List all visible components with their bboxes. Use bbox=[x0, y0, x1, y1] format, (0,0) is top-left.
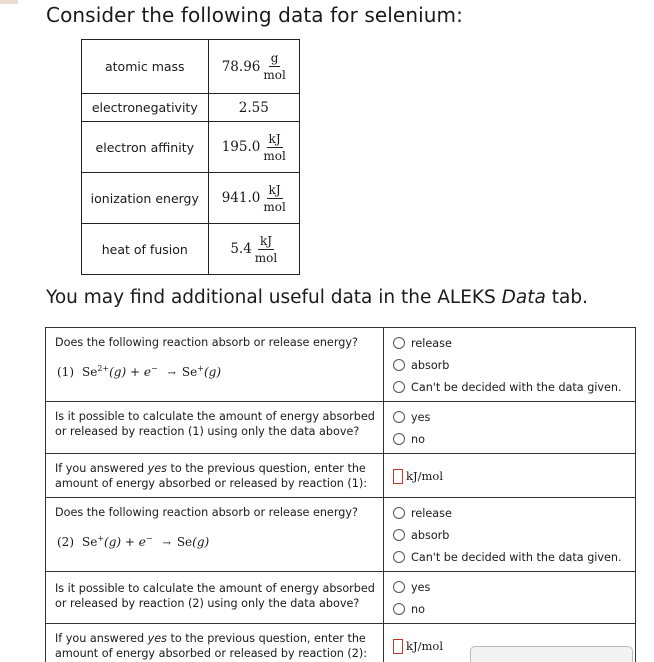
electron-charge: − bbox=[145, 534, 153, 543]
question-cell bbox=[46, 572, 384, 624]
radio-button[interactable] bbox=[393, 411, 405, 423]
equation-label: (1) bbox=[57, 365, 74, 379]
option-absorb[interactable] bbox=[393, 524, 629, 546]
note-text: You may find additional useful data in the ALEKS bbox=[46, 287, 502, 308]
energy-input[interactable] bbox=[393, 469, 403, 484]
question-text: Does the following reaction absorb or release energy? bbox=[55, 506, 358, 519]
product-state: (g) bbox=[192, 535, 210, 549]
data-row bbox=[82, 40, 300, 94]
corner-mark bbox=[0, 0, 18, 4]
data-row bbox=[82, 94, 300, 122]
question-text: Is it possible to calculate the amount of energy absorbed or released by reaction (1) using only the data above? bbox=[55, 410, 375, 438]
energy-input[interactable] bbox=[393, 639, 403, 654]
unit-numerator: kJ bbox=[259, 233, 273, 248]
unit-fraction bbox=[263, 132, 285, 163]
reactant-state: (g) bbox=[104, 535, 122, 549]
unit-label: kJ/mol bbox=[406, 638, 443, 653]
radio-button[interactable] bbox=[393, 433, 405, 445]
data-row bbox=[82, 224, 300, 275]
unit-fraction bbox=[263, 51, 285, 82]
option-release[interactable] bbox=[393, 502, 629, 524]
property-label: heat of fusion bbox=[82, 224, 209, 275]
question-row-1 bbox=[46, 328, 636, 402]
unit-label: kJ/mol bbox=[406, 468, 443, 483]
unit-denominator: mol bbox=[263, 68, 286, 82]
option-cant-decide[interactable] bbox=[393, 546, 629, 568]
property-value-cell bbox=[208, 40, 299, 94]
radio-button[interactable] bbox=[393, 581, 405, 593]
option-no[interactable] bbox=[393, 598, 629, 620]
option-yes[interactable] bbox=[393, 406, 629, 428]
unit-numerator: kJ bbox=[268, 182, 281, 197]
question-table bbox=[45, 327, 636, 662]
reaction-1-equation bbox=[57, 361, 375, 381]
question-cell bbox=[46, 328, 384, 402]
option-label: Can't be decided with the data given. bbox=[411, 550, 622, 564]
data-row bbox=[82, 122, 300, 173]
plus-sign: + bbox=[124, 535, 135, 549]
product-charge: + bbox=[197, 364, 204, 373]
unit-denominator: mol bbox=[263, 148, 286, 163]
energy-entry bbox=[393, 458, 629, 494]
unit-denominator: mol bbox=[263, 199, 286, 214]
question-text: Does the following reaction absorb or release energy? bbox=[55, 336, 358, 349]
page-heading: Consider the following data for selenium: bbox=[46, 3, 463, 27]
option-label: no bbox=[411, 432, 425, 446]
option-yes[interactable] bbox=[393, 576, 629, 598]
property-value-cell bbox=[208, 224, 299, 275]
reaction-2-equation bbox=[57, 531, 375, 551]
radio-button[interactable] bbox=[393, 603, 405, 615]
unit-fraction bbox=[255, 234, 277, 265]
electron-symbol: e bbox=[138, 535, 146, 549]
product-symbol: Se bbox=[176, 535, 193, 549]
question-text: Is it possible to calculate the amount of energy absorbed or released by reaction (2) using only the data above? bbox=[55, 582, 375, 610]
property-value-cell bbox=[208, 122, 299, 173]
unit-numerator: kJ bbox=[268, 131, 281, 146]
option-label: release bbox=[411, 336, 452, 350]
property-value-cell bbox=[208, 173, 299, 224]
property-label: electronegativity bbox=[82, 94, 209, 122]
option-release[interactable] bbox=[393, 332, 629, 354]
reaction-arrow: → bbox=[162, 538, 171, 549]
unit-fraction bbox=[263, 183, 285, 214]
question-cell bbox=[46, 454, 384, 498]
unit-denominator: mol bbox=[254, 250, 278, 265]
radio-button[interactable] bbox=[393, 337, 405, 349]
reactant-charge: + bbox=[97, 534, 105, 543]
radio-button[interactable] bbox=[393, 381, 405, 393]
property-value: 5.4 bbox=[230, 241, 252, 257]
option-label: yes bbox=[411, 580, 431, 594]
question-cell bbox=[46, 624, 384, 662]
question-text: If you answered yes to the previous question, enter the amount of energy absorbed or released by reaction (1): bbox=[55, 462, 368, 490]
property-label: ionization energy bbox=[82, 173, 209, 224]
data-tab-link[interactable]: Data bbox=[501, 287, 546, 308]
unit-numerator: g bbox=[270, 51, 279, 65]
radio-button[interactable] bbox=[393, 359, 405, 371]
question-row-4 bbox=[46, 498, 636, 572]
answer-cell bbox=[384, 402, 636, 454]
question-text: If you answered yes to the previous question, enter the amount of energy absorbed or released by reaction (2): bbox=[55, 632, 368, 660]
reactant-state: (g) bbox=[109, 365, 127, 379]
answer-cell bbox=[384, 498, 636, 572]
property-label: electron affinity bbox=[82, 122, 209, 173]
option-cant-decide[interactable] bbox=[393, 376, 629, 398]
answer-cell bbox=[384, 454, 636, 498]
answer-cell bbox=[384, 572, 636, 624]
note-text-end: tab. bbox=[545, 287, 588, 308]
electron-charge: − bbox=[151, 364, 158, 373]
answer-cell bbox=[384, 328, 636, 402]
option-label: no bbox=[411, 602, 425, 616]
option-absorb[interactable] bbox=[393, 354, 629, 376]
option-label: Can't be decided with the data given. bbox=[411, 380, 622, 394]
radio-button[interactable] bbox=[393, 507, 405, 519]
option-label: yes bbox=[411, 410, 431, 424]
question-row-2 bbox=[46, 402, 636, 454]
reaction-arrow: → bbox=[167, 368, 176, 379]
selenium-data-table bbox=[81, 39, 300, 275]
product-symbol: Se bbox=[181, 365, 198, 379]
question-cell bbox=[46, 402, 384, 454]
question-row-5 bbox=[46, 572, 636, 624]
plus-sign: + bbox=[130, 365, 141, 379]
question-row-3 bbox=[46, 454, 636, 498]
radio-button[interactable] bbox=[393, 529, 405, 541]
question-cell bbox=[46, 498, 384, 572]
electron-symbol: e bbox=[143, 365, 151, 379]
product-state: (g) bbox=[203, 365, 221, 379]
reactant-charge: 2+ bbox=[97, 364, 110, 373]
equation-label: (2) bbox=[57, 535, 74, 549]
property-label: atomic mass bbox=[82, 40, 209, 94]
reactant-symbol: Se bbox=[82, 365, 98, 379]
radio-button[interactable] bbox=[393, 551, 405, 563]
option-label: absorb bbox=[411, 528, 450, 542]
option-no[interactable] bbox=[393, 428, 629, 450]
property-value: 2.55 bbox=[238, 99, 269, 116]
property-value-cell bbox=[208, 94, 299, 122]
option-label: absorb bbox=[411, 358, 450, 372]
property-value: 941.0 bbox=[221, 190, 261, 206]
property-value: 195.0 bbox=[221, 139, 261, 155]
reactant-symbol: Se bbox=[82, 535, 98, 549]
option-label: release bbox=[411, 506, 452, 520]
property-value: 78.96 bbox=[221, 58, 261, 75]
aleks-data-note bbox=[46, 287, 588, 308]
bottom-panel-tab[interactable] bbox=[470, 646, 633, 662]
data-row bbox=[82, 173, 300, 224]
